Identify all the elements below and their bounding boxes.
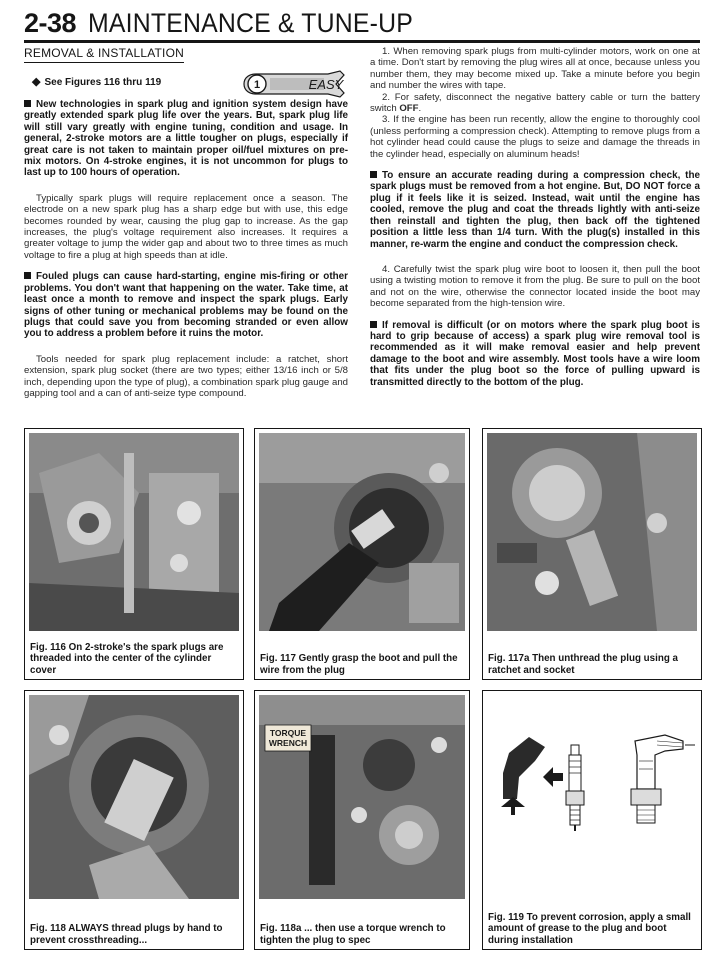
figure-117	[254, 428, 470, 680]
page-header	[24, 6, 700, 42]
note-spark-plug-life	[24, 99, 348, 179]
section-title-underline	[24, 62, 184, 63]
step-1: 1. When removing spark plugs from multi-cylinder motors, work on one at a time. Don't start by removing the plug wires all at once, because unless you number them, they may become mixed up. Take a minute before you begin and number the wires with tape.	[370, 46, 700, 92]
figure-119-drawing	[487, 695, 697, 875]
figure-119-caption: Fig. 119 To prevent corrosion, apply a small amount of grease to the plug and boot during installation	[488, 911, 691, 946]
step-4: 4. Carefully twist the spark plug wire boot to loosen it, then pull the boot using a twisting motion to remove it from the plug. Be sure to pull on the boot and not on the wire, otherwise the connector located inside the boot may become separated from the high-tension wire.	[370, 263, 700, 310]
figure-117-caption: Fig. 117 Gently grasp the boot and pull the wire from the plug	[260, 653, 458, 676]
figure-116-photo	[29, 433, 239, 631]
note-text: If removal is difficult (or on motors where the spark plug boot is hard to grip because of access) a spark plug wire removal tool is recommended as it will make removal easier and help prevent damage to the boot and wire assembly. Most tools have a wire loom that fits under the plug boot so the force of pulling upward is transmitted directly to the bottom of the plug.	[370, 319, 700, 388]
step-2-off: OFF	[399, 103, 419, 115]
square-bullet-icon	[370, 321, 377, 328]
note-text: New technologies in spark plug and ignition system design have greatly extended spark plug life over the years. But, spark plug life will still vary greatly with engine tuning, condition and usage. In general, 2-stroke motors are a little tougher on plugs, especially if great care is not taken to maintain proper oil/fuel mixtures on pre-mix motors. On 4-stroke engines, it is not uncommon for plugs to last up to 100 hours of operation.	[24, 99, 348, 179]
figure-118	[24, 690, 244, 950]
note-removal-tool	[370, 320, 700, 388]
torque-wrench-label-line1: TORQUE	[269, 728, 307, 738]
figure-117-photo	[259, 433, 465, 631]
figure-117a	[482, 428, 702, 680]
figure-118-caption: Fig. 118 ALWAYS thread plugs by hand to prevent crossthreading...	[30, 923, 223, 946]
square-bullet-icon	[24, 100, 31, 107]
step-2: 2. For safety, disconnect the negative battery cable or turn the battery switch OFF.	[370, 91, 700, 115]
note-compression-check	[370, 170, 700, 250]
paragraph-replacement: Typically spark plugs will require replacement once a season. The electrode on a new spark plug has a sharp edge but with use, this edge becomes rounded by wear, causing the plug gap to increase. As the gap increases, the plug's voltage requirement also increases. It requires a greater voltage to jump the wider gap and about two to three times as much voltage to fire a plug at high speeds than at idle.	[24, 192, 348, 261]
right-column	[370, 46, 700, 388]
square-bullet-icon	[24, 272, 31, 279]
header-divider	[24, 40, 700, 43]
figure-119	[482, 690, 702, 950]
figure-118a-photo	[259, 695, 465, 899]
note-fouled-plugs	[24, 271, 348, 339]
torque-wrench-label-line2: WRENCH	[268, 738, 308, 748]
diamond-bullet-icon: ◆	[32, 76, 41, 88]
difficulty-number: 1	[253, 79, 261, 91]
note-text: To ensure an accurate reading during a compression check, the spark plugs must be removed from a hot engine. But, DO NOT force a plug if it feels like it is seized. Instead, wait until the engine has cooled, remove the plug and coat the threads lightly with anti-seize then reinstall and tighten the plug, then back off the tightened position a little less than 1/4 turn. With the plug(s) installed in this manner, re-warm the engine and conduct the compression check.	[370, 170, 700, 250]
see-figures-line	[24, 73, 348, 99]
figure-116-caption: Fig. 116 On 2-stroke's the spark plugs are threaded into the center of the cylinder cover	[30, 641, 224, 676]
page-number: 2-38	[24, 8, 77, 38]
step-2-text: 2. For safety, disconnect the negative battery cable or turn the battery switch	[370, 91, 700, 115]
step-3: 3. If the engine has been run recently, allow the engine to thoroughly cool (unless performing a compression check). Attempting to remove plugs from a hot cylinder head could cause the plugs to seize and damage the threads in the cylinder head, especially on aluminum heads!	[370, 114, 700, 160]
square-bullet-icon	[370, 171, 377, 178]
figure-116	[24, 428, 244, 680]
see-figures-text: See Figures 116 thru 119	[44, 77, 162, 88]
note-text: Fouled plugs can cause hard-starting, engine mis-firing or other problems. You don't want that happening on the water. Take time, at least once a month to remove and inspect the spark plugs. Early signs of other tuning or mechanical problems may be found on the plugs that could save you from becoming stranded or even allow you to address a problem before it ruins the motor.	[24, 271, 348, 340]
paragraph-tools: Tools needed for spark plug replacement include: a ratchet, short extension, spark plug socket (there are two types; either 13/16 inch or 5/8 inch, depending upon the type of plug), a combination spark plug gauge and gapping tool and a can of anti-seize type compound.	[24, 353, 348, 399]
figure-118a	[254, 690, 470, 950]
figure-117a-photo	[487, 433, 697, 631]
figure-118-photo	[29, 695, 239, 899]
see-figures-ref	[32, 77, 161, 88]
figure-117a-caption: Fig. 117a Then unthread the plug using a ratchet and socket	[488, 653, 678, 676]
difficulty-wrench-badge	[240, 69, 346, 99]
chapter-title: MAINTENANCE & TUNE-UP	[88, 8, 413, 38]
section-title: REMOVAL & INSTALLATION	[24, 46, 184, 60]
left-column	[24, 46, 348, 399]
figure-118a-caption: Fig. 118a ... then use a torque wrench to tighten the plug to spec	[260, 923, 446, 946]
difficulty-label: EASY	[308, 77, 344, 92]
